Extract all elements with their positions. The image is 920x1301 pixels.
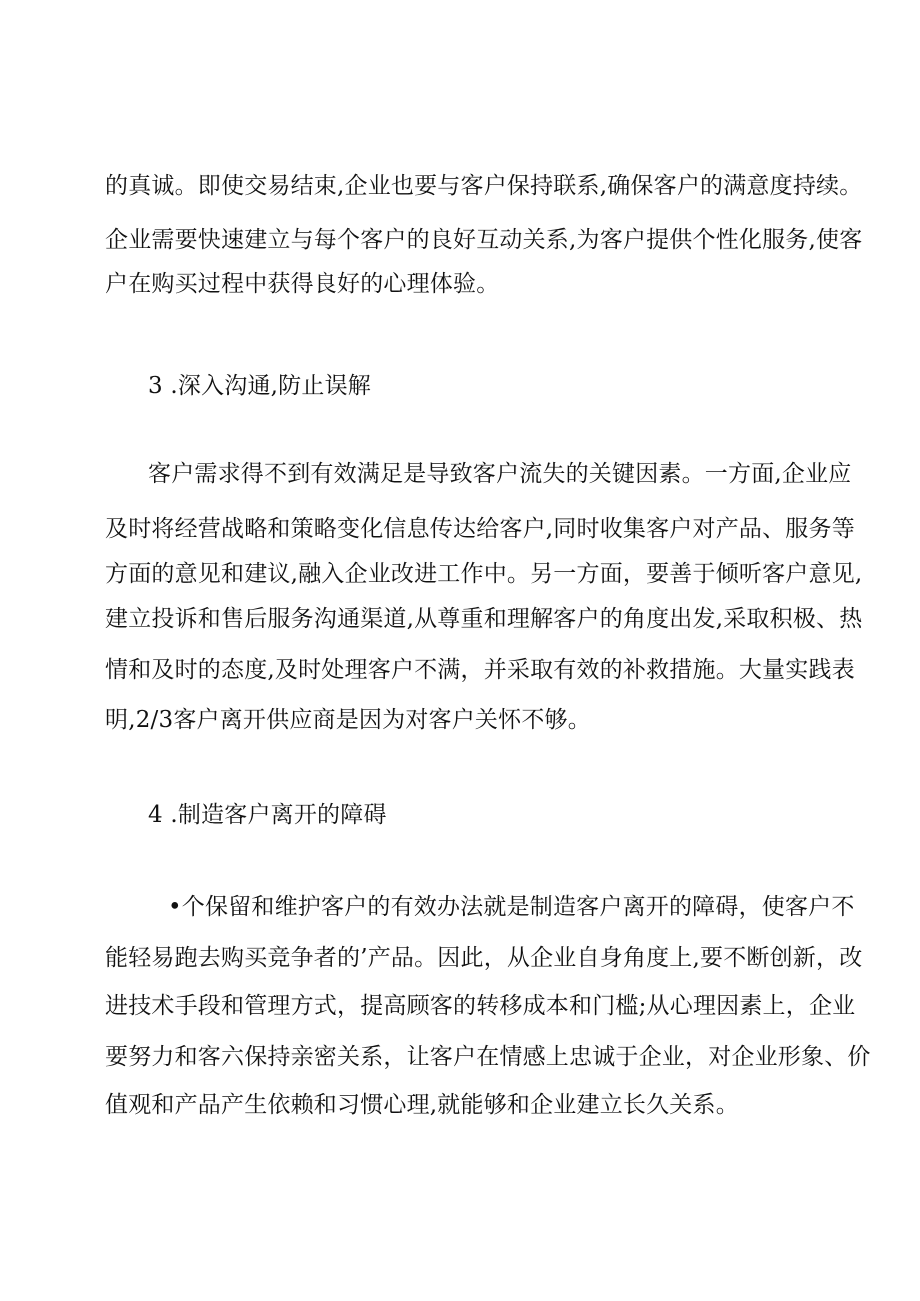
paragraph-1-line-3: 户在购买过程中获得良好的心理体验。 <box>105 271 500 297</box>
section-heading-4: 4 .制造客户离开的障碍 <box>148 802 387 828</box>
paragraph-2-line-6: 明,2/3客户离开供应商是因为对客户关怀不够。 <box>105 707 591 733</box>
paragraph-3-line-2: 能轻易跑去购买竞争者的’产品。因此，从企业自身角度上,要不断创新，改 <box>105 945 863 971</box>
paragraph-2-line-5: 情和及时的态度,及时处理客户不满，并采取有效的补救措施。大量实践表 <box>105 657 855 683</box>
section-heading-3: 3 .深入沟通,防止误解 <box>148 373 371 399</box>
paragraph-3-line-5: 值观和产品产生依赖和习惯心理,就能够和企业建立长久关系。 <box>105 1092 739 1118</box>
paragraph-1-line-1: 的真诚。即使交易结束,企业也要与客户保持联系,确保客户的满意度持续。 <box>105 173 863 199</box>
paragraph-2-line-1: 客户需求得不到有效满足是导致客户流失的关键因素。一方面,企业应 <box>148 461 852 487</box>
paragraph-3-line-1: •个保留和维护客户的有效办法就是制造客户离开的障碍，使客户不 <box>168 894 855 920</box>
paragraph-3-line-3: 进技术手段和管理方式，提高顾客的转移成本和门槛;从心理因素上，企业 <box>105 993 856 1019</box>
paragraph-3-line-4: 要努力和客六保持亲密关系，让客户在情感上忠诚于企业，对企业形象、价 <box>105 1044 871 1070</box>
paragraph-1-line-2: 企业需要快速建立与每个客户的良好互动关系,为客户提供个性化服务,使客 <box>105 227 863 253</box>
paragraph-2-line-2: 及时将经营战略和策略变化信息传达给客户,同时收集客户对产品、服务等 <box>105 516 855 542</box>
paragraph-2-line-3: 方面的意见和建议,融入企业改进工作中。另一方面，要善于倾听客户意见, <box>105 561 863 587</box>
paragraph-2-line-4: 建立投诉和售后服务沟通渠道,从尊重和理解客户的角度出发,采取积极、热 <box>105 606 863 632</box>
